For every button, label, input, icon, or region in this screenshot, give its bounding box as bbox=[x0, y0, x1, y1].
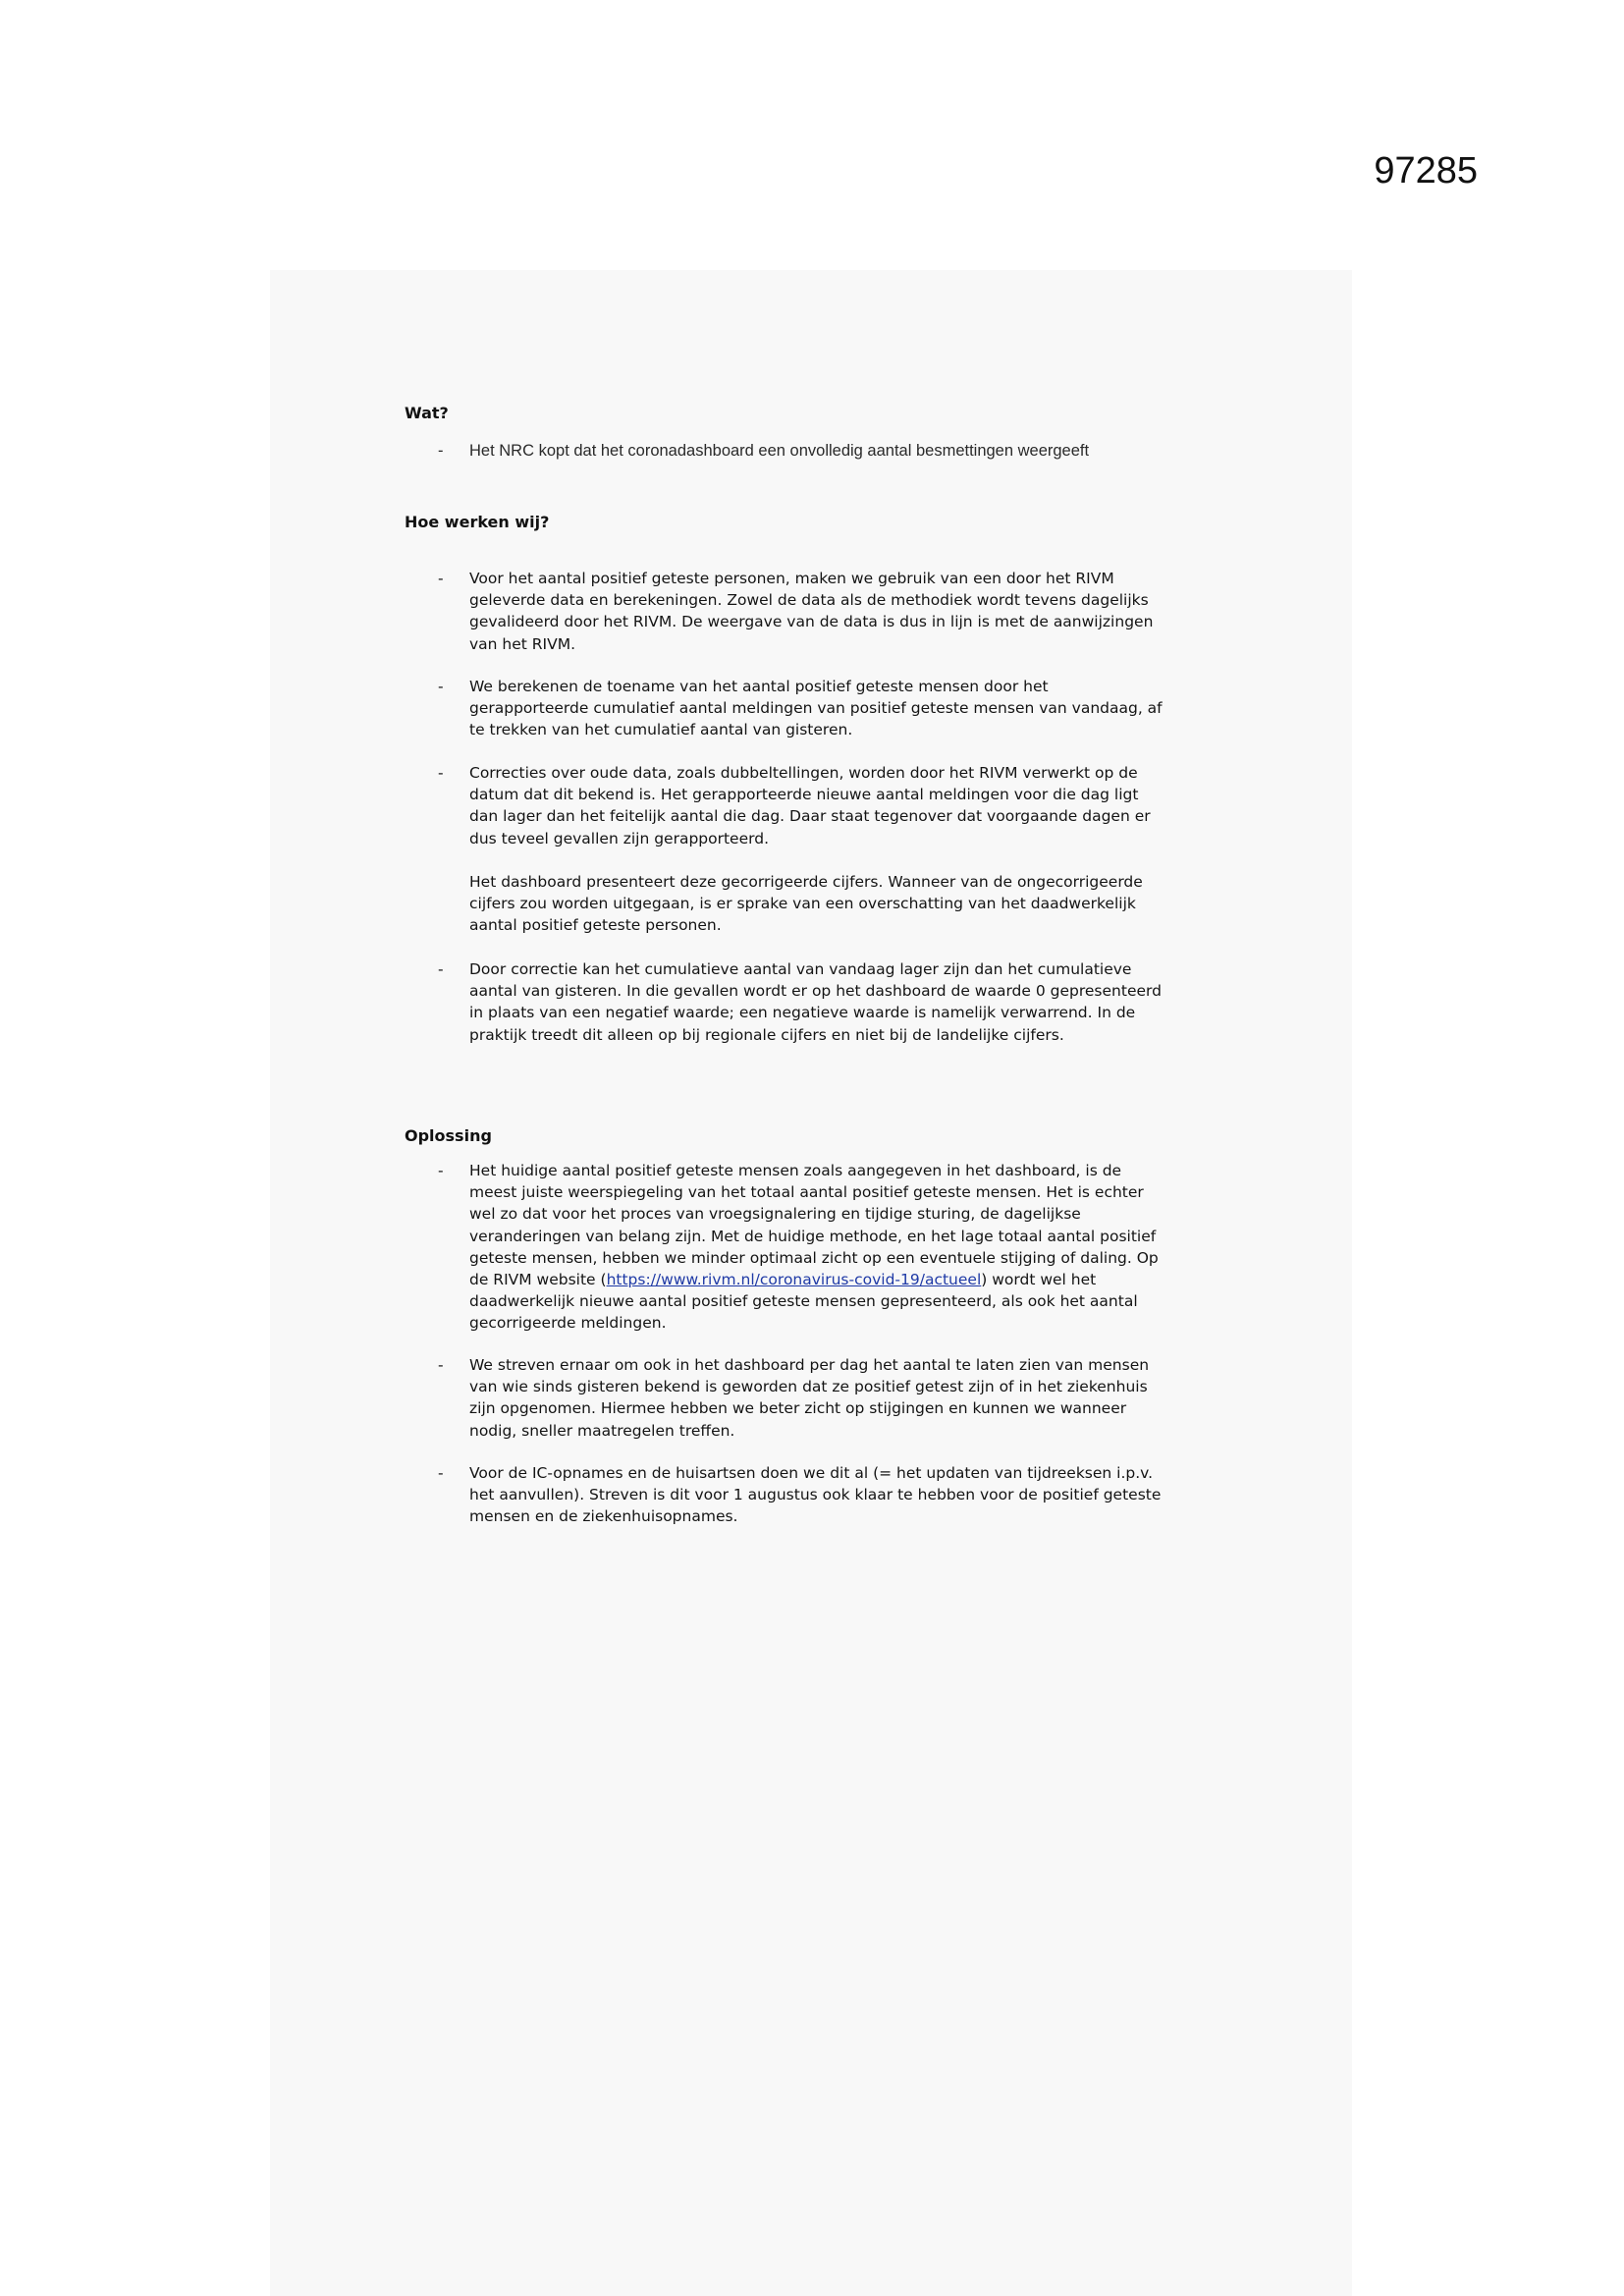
text-line: datum dat dit bekend is. Het gerapporteerde nieuwe aantal meldingen voor die dag ligt bbox=[469, 786, 1139, 804]
text-line: geteste mensen, hebben we minder optimaal zicht op een eventuele stijging of daling. Op bbox=[469, 1248, 1159, 1267]
bullet-text bbox=[469, 762, 1151, 849]
text-line: gevalideerd door het RIVM. De weergave van de data is dus in lijn is met de aanwijzingen bbox=[469, 613, 1154, 631]
bullet-text bbox=[469, 440, 1089, 462]
wat-bullet-item-1 bbox=[438, 440, 1089, 462]
section-heading-wat: Wat? bbox=[405, 404, 449, 422]
continuation-paragraph bbox=[469, 871, 1143, 937]
text-line: dan lager dan het feitelijk aantal die dag. Daar staat tegenover dat voorgaande dagen er bbox=[469, 807, 1151, 826]
text-line: van het RIVM. bbox=[469, 634, 576, 653]
text-line: veranderingen van belang zijn. Met de huidige methode, en het lage totaal aantal positief bbox=[469, 1227, 1157, 1245]
text-line: nodig, sneller maatregelen treffen. bbox=[469, 1421, 735, 1440]
bullet-dash: - bbox=[438, 1356, 444, 1374]
text-line: van wie sinds gisteren bekend is geworden dat ze positief getest zijn of in het ziekenhuis bbox=[469, 1378, 1148, 1396]
bullet-dash: - bbox=[438, 1162, 444, 1179]
text-line: We berekenen de toename van het aantal positief geteste mensen door het bbox=[469, 678, 1049, 695]
text-line: Voor het aantal positief geteste personen, maken we gebruik van een door het RIVM bbox=[469, 570, 1114, 587]
bullet-text bbox=[469, 676, 1163, 741]
hoe-bullet-item-3-continuation bbox=[438, 871, 1143, 937]
section-heading-hoe-werken-wij: Hoe werken wij? bbox=[405, 513, 550, 531]
bullet-text bbox=[469, 1354, 1149, 1442]
link-suffix: ) wordt wel het bbox=[981, 1271, 1097, 1289]
bullet-dash: - bbox=[438, 678, 444, 695]
text-line: aantal positief geteste personen. bbox=[469, 916, 722, 935]
text-line: geleverde data en berekeningen. Zowel de data als de methodiek wordt tevens dagelijks bbox=[469, 591, 1149, 610]
document-number: 97285 bbox=[1374, 150, 1478, 191]
hoe-bullet-item-2 bbox=[438, 676, 1163, 741]
text-line: te trekken van het cumulatief aantal van gisteren. bbox=[469, 721, 853, 739]
text-line: cijfers zou worden uitgegaan, is er sprake van een overschatting van het daadwerkelijk bbox=[469, 895, 1136, 913]
text-line: mensen en de ziekenhuisopnames. bbox=[469, 1507, 738, 1526]
text-line: Het NRC kopt dat het coronadashboard een onvolledig aantal besmettingen weergeeft bbox=[469, 442, 1090, 460]
hoe-bullet-item-3 bbox=[438, 762, 1151, 849]
bullet-text bbox=[469, 1160, 1159, 1335]
text-line: daadwerkelijk nieuwe aantal positief geteste mensen gepresenteerd, als ook het aantal bbox=[469, 1292, 1138, 1311]
bullet-dash: - bbox=[438, 1464, 444, 1482]
text-line: praktijk treedt dit alleen op bij regionale cijfers en niet bij de landelijke cijfers. bbox=[469, 1025, 1064, 1044]
bullet-text bbox=[469, 1462, 1161, 1528]
text-line: in plaats van een negatief waarde; een negatieve waarde is namelijk verwarrend. In de bbox=[469, 1004, 1136, 1022]
text-line: dus teveel gevallen zijn gerapporteerd. bbox=[469, 829, 769, 847]
bullet-dash: - bbox=[438, 570, 444, 587]
text-line-with-link bbox=[469, 1269, 1159, 1290]
rivm-website-link[interactable]: https://www.rivm.nl/coronavirus-covid-19/actueel bbox=[606, 1271, 982, 1289]
text-line: wel zo dat voor het proces van vroegsignalering en tijdige sturing, de dagelijkse bbox=[469, 1205, 1081, 1224]
bullet-text bbox=[469, 958, 1162, 1046]
section-heading-oplossing: Oplossing bbox=[405, 1126, 492, 1145]
bullet-text bbox=[469, 568, 1153, 655]
text-line: Voor de IC-opnames en de huisartsen doen we dit al (= het updaten van tijdreeksen i.p.v. bbox=[469, 1464, 1154, 1482]
text-line: Correcties over oude data, zoals dubbeltellingen, worden door het RIVM verwerkt op de bbox=[469, 764, 1138, 782]
oplossing-bullet-item-1 bbox=[438, 1160, 1159, 1335]
text-line: aantal van gisteren. In die gevallen wordt er op het dashboard de waarde 0 gepresenteerd bbox=[469, 982, 1162, 1001]
text-line: Het dashboard presenteert deze gecorrigeerde cijfers. Wanneer van de ongecorrigeerde bbox=[469, 873, 1143, 891]
link-prefix: de RIVM website ( bbox=[469, 1271, 607, 1289]
bullet-dash: - bbox=[438, 764, 444, 782]
bullet-dash: - bbox=[438, 442, 444, 460]
text-line: Het huidige aantal positief geteste mensen zoals aangegeven in het dashboard, is de bbox=[469, 1162, 1122, 1179]
text-line: gecorrigeerde meldingen. bbox=[469, 1314, 667, 1333]
hoe-bullet-item-4 bbox=[438, 958, 1162, 1046]
hoe-bullet-item-1 bbox=[438, 568, 1153, 655]
text-line: zijn opgenomen. Hiermee hebben we beter zicht op stijgingen en kunnen we wanneer bbox=[469, 1399, 1127, 1418]
text-line: het aanvullen). Streven is dit voor 1 augustus ook klaar te hebben voor de positief geteste bbox=[469, 1486, 1162, 1504]
oplossing-bullet-item-3 bbox=[438, 1462, 1161, 1528]
text-line: We streven ernaar om ook in het dashboard per dag het aantal te laten zien van mensen bbox=[469, 1356, 1150, 1374]
text-line: Door correctie kan het cumulatieve aantal van vandaag lager zijn dan het cumulatieve bbox=[469, 960, 1132, 978]
bullet-dash: - bbox=[438, 960, 444, 978]
oplossing-bullet-item-2 bbox=[438, 1354, 1149, 1442]
text-line: meest juiste weerspiegeling van het totaal aantal positief geteste mensen. Het is echter bbox=[469, 1183, 1144, 1202]
text-line: gerapporteerde cumulatief aantal meldingen van positief geteste mensen van vandaag, af bbox=[469, 699, 1163, 718]
